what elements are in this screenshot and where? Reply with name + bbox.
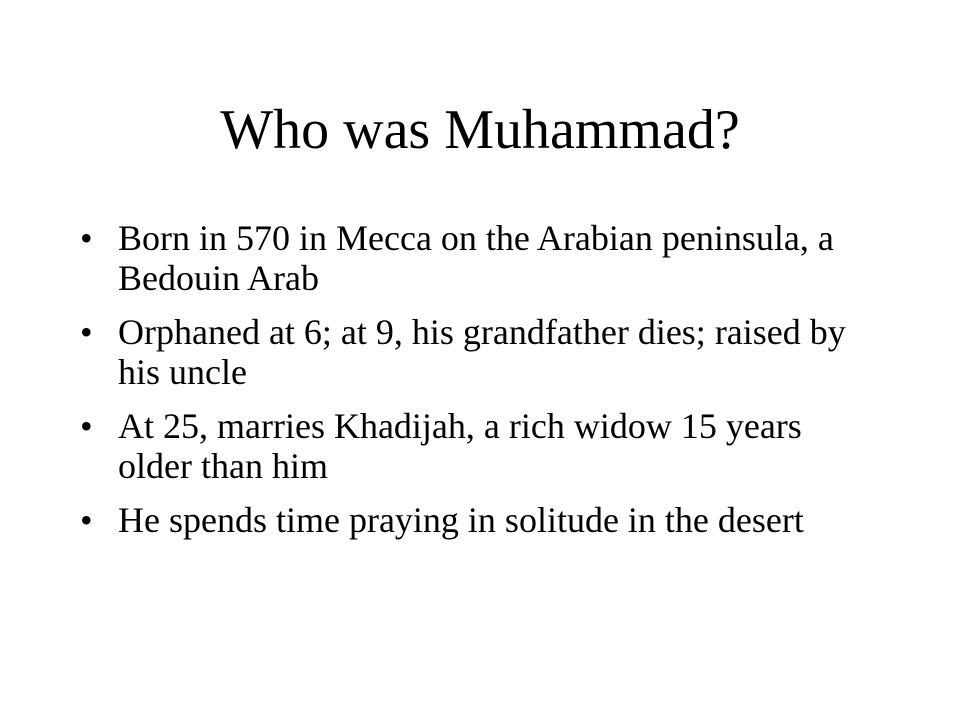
slide-title: Who was Muhammad? [220,99,740,161]
bullet-text: He spends time praying in solitude in the desert [118,500,804,540]
bullet-item [80,312,880,392]
bullet-text: Orphaned at 6; at 9, his grandfather dies; raised by his uncle [118,312,846,392]
bullet-list [80,218,880,554]
bullet-icon: • [80,312,93,352]
bullet-text: Born in 570 in Mecca on the Arabian peninsula, a Bedouin Arab [118,218,834,298]
bullet-icon: • [80,406,93,446]
bullet-text: At 25, marries Khadijah, a rich widow 15 years older than him [118,406,802,486]
bullet-item [80,218,880,298]
bullet-item [80,500,880,540]
bullet-item [80,406,880,486]
bullet-icon: • [80,500,93,540]
bullet-icon: • [80,218,93,258]
